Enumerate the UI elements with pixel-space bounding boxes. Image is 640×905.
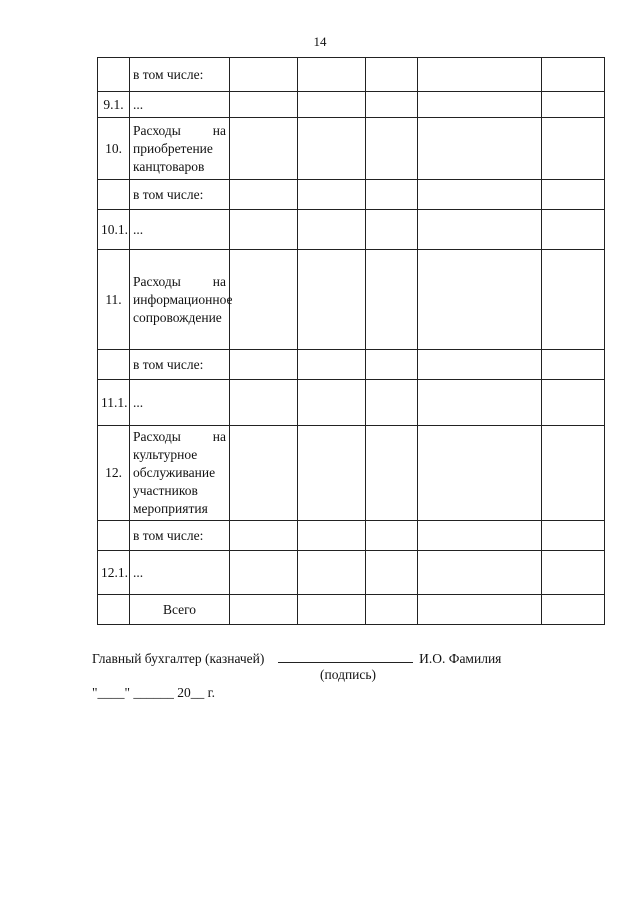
table-row <box>98 92 605 118</box>
signature-line <box>278 650 413 663</box>
table-row <box>98 551 605 595</box>
value-cell <box>366 521 418 551</box>
value-cell <box>418 210 542 250</box>
row-number <box>98 350 130 380</box>
row-description: ... <box>130 551 230 595</box>
value-cell <box>542 250 605 350</box>
value-cell <box>418 118 542 180</box>
table-row <box>98 250 605 350</box>
row-number: 12.1. <box>98 551 130 595</box>
value-cell <box>230 380 298 426</box>
value-cell <box>418 551 542 595</box>
value-cell <box>542 180 605 210</box>
value-cell <box>230 180 298 210</box>
table-row <box>98 350 605 380</box>
value-cell <box>298 58 366 92</box>
value-cell <box>230 350 298 380</box>
row-description: в том числе: <box>130 58 230 92</box>
value-cell <box>542 58 605 92</box>
value-cell <box>298 350 366 380</box>
row-description: Всего <box>130 595 230 625</box>
value-cell <box>298 250 366 350</box>
value-cell <box>366 551 418 595</box>
row-number: 11. <box>98 250 130 350</box>
value-cell <box>366 250 418 350</box>
value-cell <box>542 92 605 118</box>
value-cell <box>366 350 418 380</box>
table-row <box>98 426 605 521</box>
row-number: 11.1. <box>98 380 130 426</box>
value-cell <box>230 521 298 551</box>
value-cell <box>418 58 542 92</box>
value-cell <box>230 595 298 625</box>
row-description: в том числе: <box>130 521 230 551</box>
row-number <box>98 58 130 92</box>
value-cell <box>542 350 605 380</box>
value-cell <box>542 426 605 521</box>
table-row <box>98 58 605 92</box>
expenses-table <box>97 57 605 625</box>
value-cell <box>298 595 366 625</box>
value-cell <box>298 426 366 521</box>
row-number: 10. <box>98 118 130 180</box>
row-number <box>98 521 130 551</box>
table-row <box>98 118 605 180</box>
value-cell <box>542 380 605 426</box>
value-cell <box>230 551 298 595</box>
row-description: Расходы на приобретение канцтоваров <box>130 118 230 180</box>
date-line: "____" ______ 20__ г. <box>92 685 216 700</box>
row-description: Расходы на культурное обслуживание участников мероприятия <box>130 426 230 521</box>
table-row <box>98 380 605 426</box>
table-row <box>98 180 605 210</box>
value-cell <box>542 551 605 595</box>
value-cell <box>230 118 298 180</box>
value-cell <box>418 426 542 521</box>
value-cell <box>418 380 542 426</box>
value-cell <box>366 92 418 118</box>
signer-name: И.О. Фамилия <box>419 651 502 666</box>
value-cell <box>418 92 542 118</box>
value-cell <box>230 92 298 118</box>
value-cell <box>298 180 366 210</box>
value-cell <box>298 551 366 595</box>
row-number <box>98 180 130 210</box>
value-cell <box>298 521 366 551</box>
value-cell <box>542 521 605 551</box>
row-description: в том числе: <box>130 350 230 380</box>
row-description: в том числе: <box>130 180 230 210</box>
signature-row <box>92 650 501 667</box>
row-description: ... <box>130 210 230 250</box>
value-cell <box>542 118 605 180</box>
value-cell <box>366 58 418 92</box>
value-cell <box>418 595 542 625</box>
value-cell <box>366 210 418 250</box>
row-number: 10.1. <box>98 210 130 250</box>
value-cell <box>418 180 542 210</box>
table-row <box>98 521 605 551</box>
value-cell <box>366 180 418 210</box>
value-cell <box>230 210 298 250</box>
value-cell <box>298 380 366 426</box>
value-cell <box>366 426 418 521</box>
row-description: ... <box>130 92 230 118</box>
table-row <box>98 210 605 250</box>
value-cell <box>418 521 542 551</box>
row-number: 12. <box>98 426 130 521</box>
table-row <box>98 595 605 625</box>
value-cell <box>230 250 298 350</box>
signer-title: Главный бухгалтер (казначей) <box>92 651 265 666</box>
value-cell <box>366 595 418 625</box>
value-cell <box>298 210 366 250</box>
value-cell <box>230 58 298 92</box>
value-cell <box>418 350 542 380</box>
signature-caption: (подпись) <box>320 667 377 682</box>
value-cell <box>542 595 605 625</box>
row-number <box>98 595 130 625</box>
page-number: 14 <box>313 34 327 49</box>
value-cell <box>366 380 418 426</box>
value-cell <box>298 118 366 180</box>
value-cell <box>298 92 366 118</box>
row-number: 9.1. <box>98 92 130 118</box>
value-cell <box>366 118 418 180</box>
value-cell <box>230 426 298 521</box>
value-cell <box>418 250 542 350</box>
value-cell <box>542 210 605 250</box>
row-description: ... <box>130 380 230 426</box>
row-description: Расходы на информационное сопровождение <box>130 250 230 350</box>
